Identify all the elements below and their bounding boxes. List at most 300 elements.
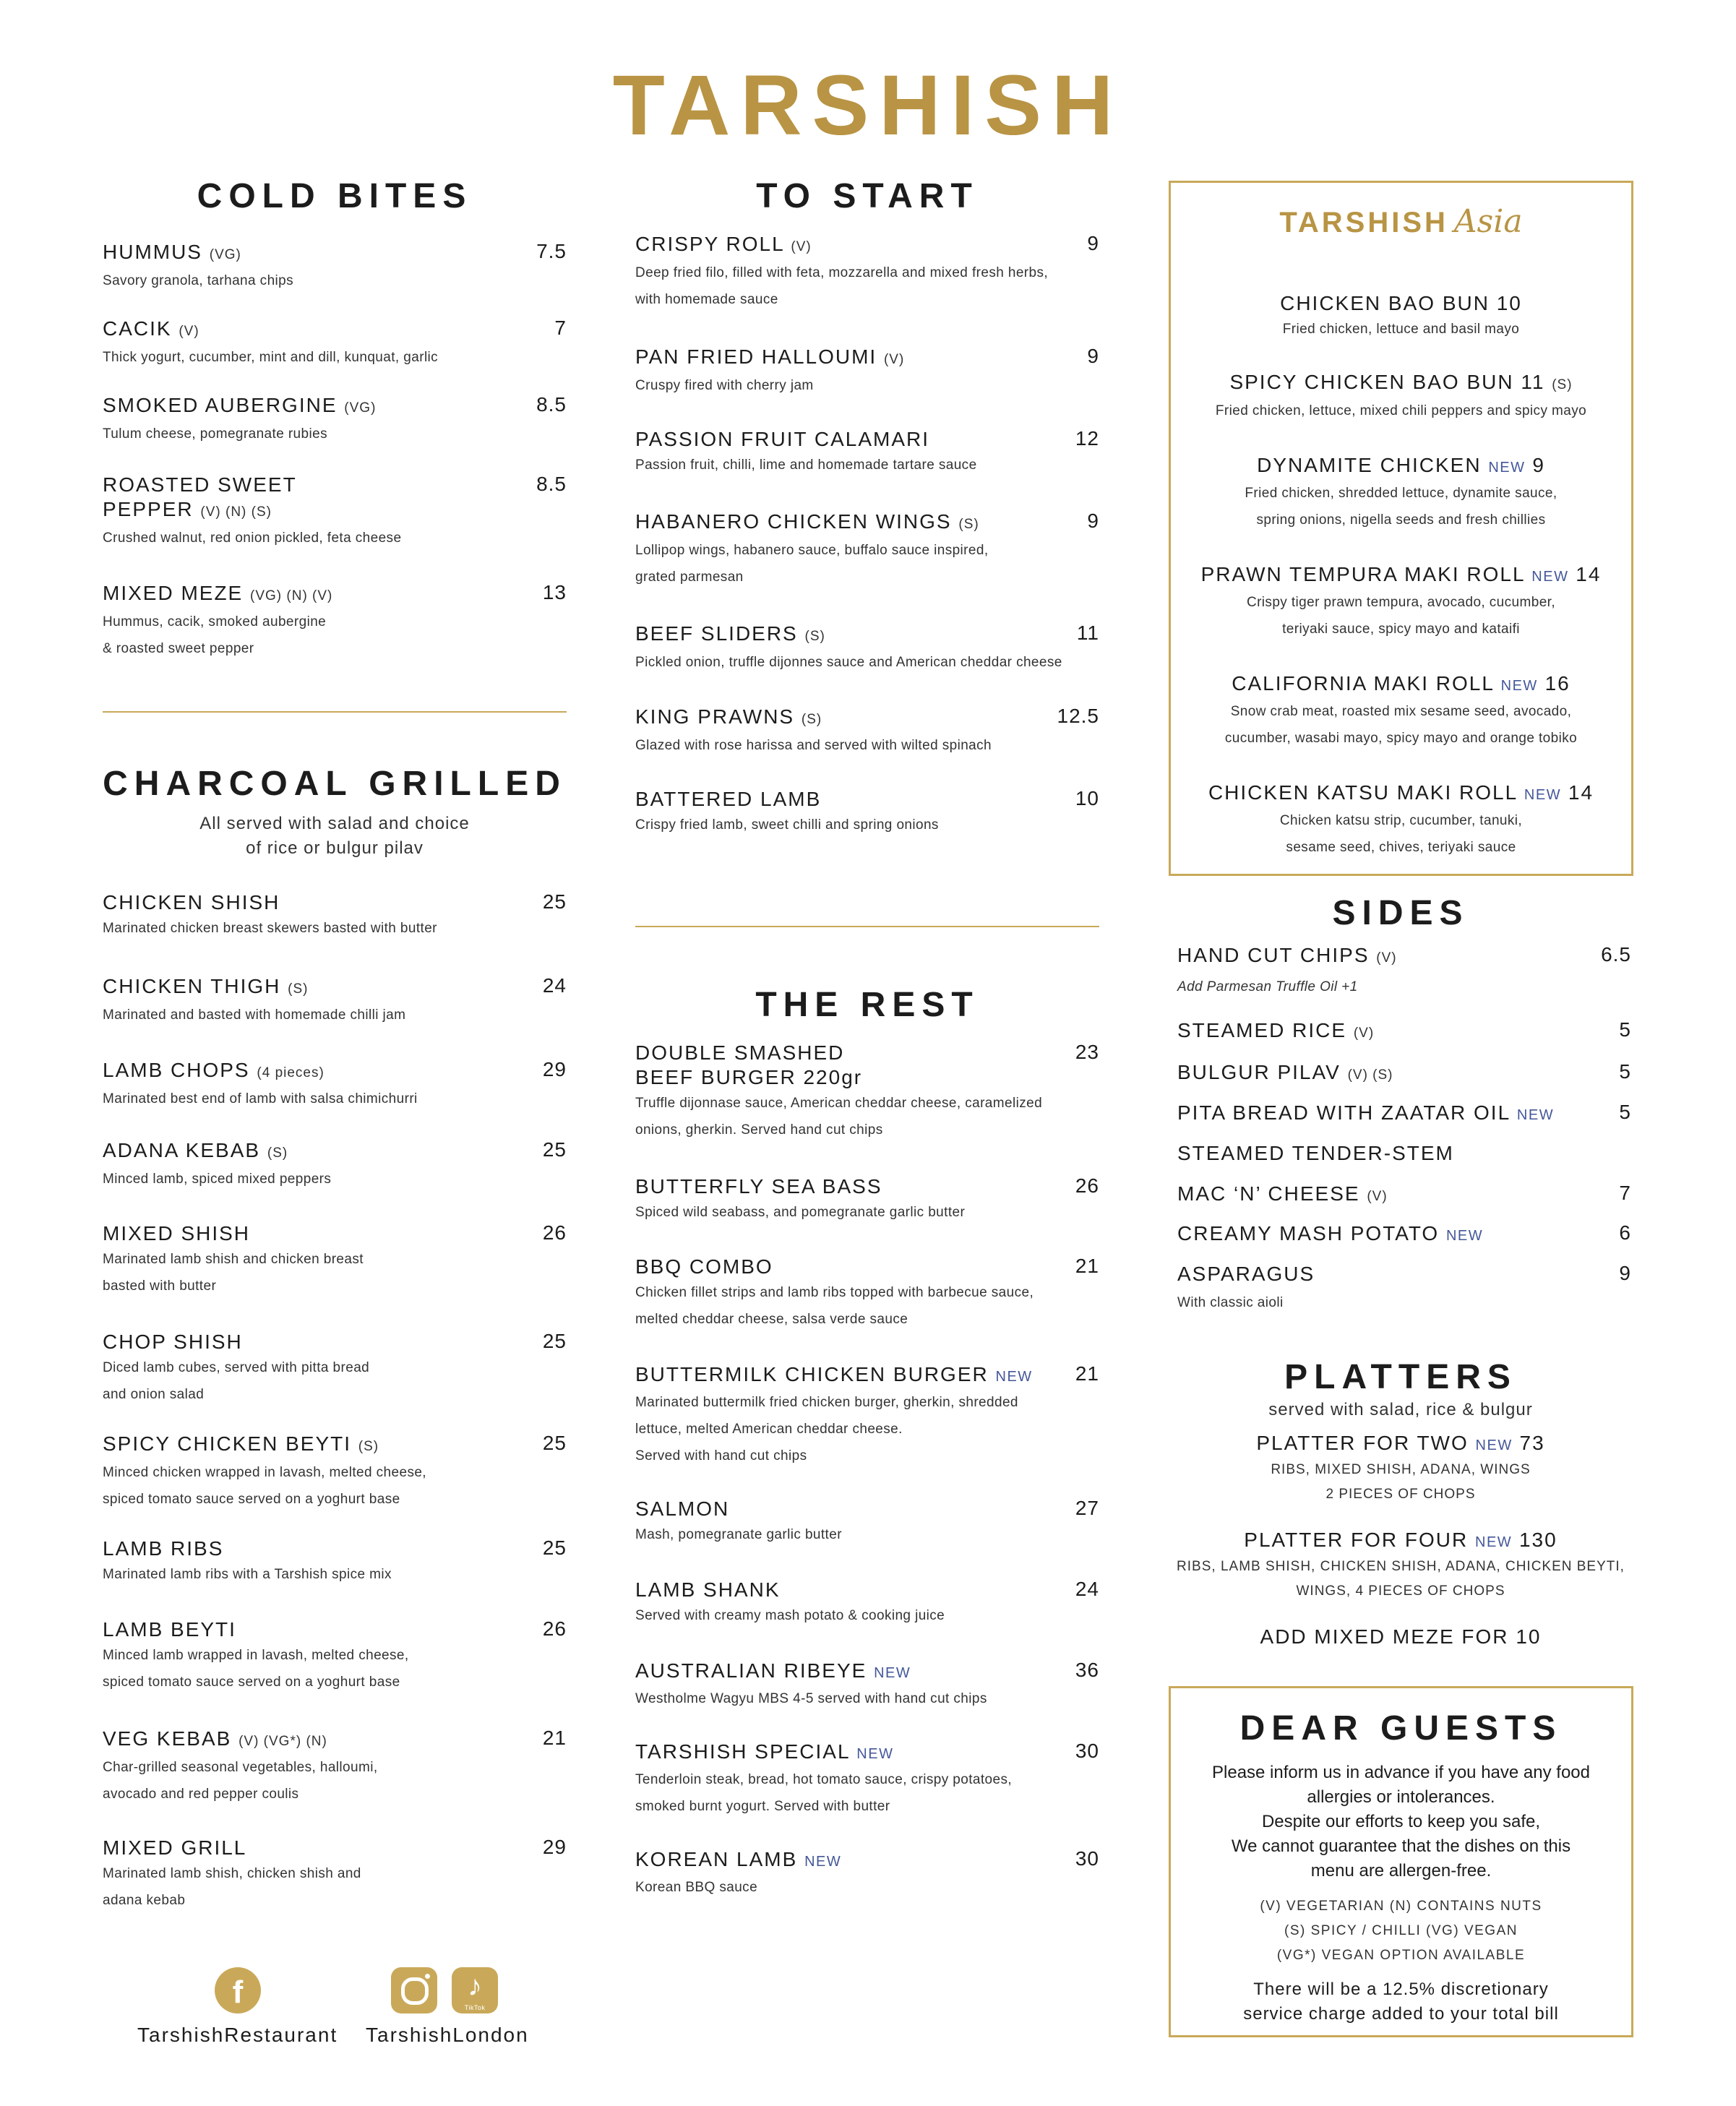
item-name: [103, 240, 567, 267]
tiktok-glyph: ♪: [468, 1970, 482, 2002]
item-name: [103, 393, 567, 421]
item-description: Pickled onion, truffle dijonnes sauce and American cheddar cheese: [635, 655, 1062, 670]
dear-guests-box: [1169, 1686, 1633, 2037]
item-description: Fried chicken, lettuce, mixed chili peppers and spicy mayo: [1215, 403, 1587, 418]
menu-item: [635, 1659, 1099, 1712]
menu-item: [103, 393, 567, 447]
menu-item: [103, 974, 567, 1028]
item-name-text: VEG KEBAB: [103, 1727, 232, 1750]
menu-item: [635, 1041, 1099, 1143]
menu-item: [635, 622, 1099, 676]
item-description: sesame seed, chives, teriyaki sauce: [1286, 840, 1516, 855]
item-price: 16: [1544, 672, 1570, 695]
item-name: [635, 1659, 1099, 1685]
menu-item: [1169, 1625, 1633, 1649]
item-name: [103, 1058, 567, 1086]
dietary-legend-line: (VG*) VEGAN OPTION AVAILABLE: [1276, 1948, 1526, 1963]
item-price: 25: [542, 1138, 567, 1161]
dietary-tags: (S): [801, 712, 822, 727]
to-start-title: TO START: [756, 177, 979, 215]
item-name-text: CHOP SHISH: [103, 1331, 243, 1353]
item-name: [1177, 1262, 1631, 1286]
menu-item: [635, 1255, 1099, 1333]
item-description: Minced lamb, spiced mixed peppers: [103, 1172, 332, 1187]
item-description: Chicken fillet strips and lamb ribs topped with barbecue sauce,: [635, 1285, 1034, 1300]
item-description: Crispy fried lamb, sweet chilli and spring onions: [635, 817, 939, 833]
item-name-text: CHICKEN THIGH: [103, 975, 281, 997]
item-description: Glazed with rose harissa and served with wilted spinach: [635, 738, 992, 753]
item-description: Marinated lamb ribs with a Tarshish spice mix: [103, 1567, 392, 1582]
item-description: melted cheddar cheese, salsa verde sauce: [635, 1312, 908, 1327]
item-description: avocado and red pepper coulis: [103, 1787, 299, 1802]
item-description: & roasted sweet pepper: [103, 641, 254, 656]
menu-item: [635, 345, 1099, 399]
item-description: grated parmesan: [635, 570, 744, 585]
allergy-notice-line: We cannot guarantee that the dishes on this: [1231, 1836, 1571, 1856]
item-name: [1171, 781, 1631, 807]
item-description: teriyaki sauce, spicy mayo and kataifi: [1282, 622, 1520, 637]
menu-item: [1177, 1060, 1631, 1088]
item-description: Savory granola, tarhana chips: [103, 273, 294, 288]
menu-item: [103, 1058, 567, 1112]
item-name-text: PAN FRIED HALLOUMI: [635, 345, 877, 368]
item-name: [103, 1138, 567, 1166]
item-name-text: BUTTERFLY SEA BASS: [635, 1175, 882, 1198]
menu-item: [103, 581, 567, 662]
item-description: Tenderloin steak, bread, hot tomato sauce, crispy potatoes,: [635, 1772, 1013, 1787]
item-price: 14: [1576, 563, 1602, 585]
item-description: Crushed walnut, red onion pickled, feta cheese: [103, 530, 402, 546]
new-badge: NEW: [874, 1665, 911, 1681]
item-description: Minced chicken wrapped in lavash, melted cheese,: [103, 1465, 426, 1480]
menu-item: [1171, 453, 1631, 533]
item-name-text: CHICKEN SHISH: [103, 891, 280, 914]
item-description: Snow crab meat, roasted mix sesame seed, avocado,: [1230, 704, 1572, 719]
new-badge: NEW: [1475, 1437, 1513, 1453]
item-name: [1171, 291, 1631, 316]
item-name-text: BATTERED LAMB: [635, 788, 822, 810]
allergy-notice-line: menu are allergen-free.: [1310, 1861, 1492, 1881]
item-name: [1171, 671, 1631, 698]
menu-item: [635, 1740, 1099, 1820]
service-charge-line: service charge added to your total bill: [1243, 2004, 1559, 2024]
item-description: Mash, pomegranate garlic butter: [635, 1527, 842, 1542]
item-price: 24: [542, 974, 567, 997]
dietary-tags: (VG): [209, 247, 241, 262]
item-description: with homemade sauce: [635, 292, 778, 307]
new-badge: NEW: [1500, 678, 1538, 694]
item-name-text: HABANERO CHICKEN WINGS: [635, 510, 952, 533]
item-name: [103, 890, 567, 915]
menu-item: [1171, 562, 1631, 642]
sides-title: SIDES: [1332, 894, 1469, 932]
menu-item: [635, 1578, 1099, 1629]
item-name-text: KING PRAWNS: [635, 705, 795, 728]
item-name: [635, 1740, 1099, 1766]
dietary-tags: (4 pieces): [257, 1065, 325, 1080]
item-name: [103, 1432, 567, 1459]
item-name-text: SPICY CHICKEN BAO BUN: [1229, 371, 1514, 393]
new-badge: NEW: [1516, 1107, 1555, 1123]
item-description: Add Parmesan Truffle Oil +1: [1177, 979, 1358, 994]
item-name-text: STEAMED RICE: [1177, 1019, 1347, 1041]
item-price: 21: [1075, 1362, 1099, 1385]
item-price: 27: [1075, 1497, 1099, 1519]
item-price: 14: [1568, 781, 1594, 804]
new-badge: NEW: [995, 1369, 1033, 1385]
item-name-text: ADANA KEBAB: [103, 1139, 261, 1161]
item-price: 8.5: [536, 473, 567, 495]
item-price: 9: [1087, 345, 1099, 367]
divider: [635, 926, 1099, 927]
menu-item: [635, 1847, 1099, 1901]
menu-item: [1177, 1141, 1631, 1166]
item-name: [635, 232, 1099, 259]
item-name: [635, 1255, 1099, 1279]
menu-item: [103, 1536, 567, 1588]
item-name: [1171, 453, 1631, 480]
menu-item: [103, 1138, 567, 1192]
item-name: [1177, 1182, 1631, 1209]
item-name: [103, 1330, 567, 1354]
item-name: [103, 317, 567, 344]
dietary-tags: (S): [804, 629, 825, 644]
menu-item: [103, 317, 567, 371]
facebook-glyph: f: [215, 1967, 261, 2013]
item-name-text: PITA BREAD WITH ZAATAR OIL: [1177, 1101, 1511, 1124]
allergy-notice-line: Despite our efforts to keep you safe,: [1261, 1812, 1541, 1831]
item-name-text: TARSHISH SPECIAL: [635, 1740, 850, 1763]
item-name: [1177, 1101, 1631, 1127]
menu-item: [635, 510, 1099, 590]
item-name: [103, 1536, 567, 1561]
item-name-text: STEAMED TENDER-STEM: [1177, 1142, 1454, 1164]
item-name: [635, 1174, 1099, 1199]
item-name-text: MAC ‘N’ CHEESE: [1177, 1182, 1360, 1205]
item-description: Hummus, cacik, smoked aubergine: [103, 614, 327, 629]
new-badge: NEW: [804, 1854, 842, 1870]
menu-item: [1171, 781, 1631, 861]
item-price: 10: [1496, 292, 1522, 314]
dietary-legend-line: (V) VEGETARIAN (N) CONTAINS NUTS: [1260, 1899, 1542, 1914]
platters-subtitle: served with salad, rice & bulgur: [1268, 1400, 1533, 1419]
dietary-tags: (S): [1552, 377, 1573, 392]
dietary-tags: (V): [1353, 1026, 1375, 1041]
item-description: Fried chicken, shredded lettuce, dynamite sauce,: [1245, 486, 1557, 501]
item-description: Tulum cheese, pomegranate rubies: [103, 426, 327, 442]
item-description: Served with hand cut chips: [635, 1448, 807, 1464]
item-name: [103, 473, 377, 525]
item-name-text: DOUBLE SMASHED BEEF BURGER 220gr: [635, 1041, 863, 1088]
item-description: WINGS, 4 PIECES OF CHOPS: [1296, 1583, 1505, 1599]
item-name: [635, 510, 1099, 537]
item-price: 11: [1076, 622, 1099, 644]
item-description: Diced lamb cubes, served with pitta bread: [103, 1360, 370, 1375]
item-name: [1177, 1060, 1631, 1088]
menu-item: [1169, 1431, 1633, 1507]
item-price: 73: [1519, 1432, 1545, 1454]
item-description: Served with creamy mash potato & cooking juice: [635, 1608, 945, 1623]
item-name-text: PASSION FRUIT CALAMARI: [635, 428, 930, 450]
item-name-text: CHICKEN BAO BUN: [1280, 292, 1490, 314]
item-name: [635, 1847, 1099, 1874]
charcoal-grilled-title: CHARCOAL GRILLED: [103, 765, 567, 803]
item-description: and onion salad: [103, 1387, 205, 1402]
item-price: 29: [542, 1836, 567, 1858]
item-name: [1177, 1018, 1631, 1046]
item-name: [103, 1221, 567, 1246]
item-name-text: CACIK: [103, 317, 172, 340]
item-name-text: CALIFORNIA MAKI ROLL: [1232, 672, 1494, 695]
item-description: adana kebab: [103, 1893, 186, 1908]
menu-item: [635, 427, 1099, 478]
item-price: 11: [1521, 371, 1545, 393]
item-name-text: PRAWN TEMPURA MAKI ROLL: [1200, 563, 1525, 585]
asia-script: Asia: [1453, 203, 1523, 240]
new-badge: NEW: [1531, 569, 1569, 585]
item-name-text: ROASTED SWEET PEPPER: [103, 473, 297, 520]
item-name-text: MIXED GRILL: [103, 1836, 247, 1859]
item-description: Spiced wild seabass, and pomegranate garlic butter: [635, 1205, 966, 1220]
item-description: Marinated best end of lamb with salsa chimichurri: [103, 1091, 418, 1106]
new-badge: NEW: [1445, 1228, 1484, 1244]
item-name: [1169, 1431, 1633, 1458]
item-description: smoked burnt yogurt. Served with butter: [635, 1799, 890, 1814]
item-name: [103, 1836, 567, 1860]
item-name: [103, 1617, 567, 1642]
item-price: 24: [1075, 1578, 1099, 1600]
item-description: cucumber, wasabi mayo, spicy mayo and orange tobiko: [1224, 731, 1578, 746]
item-description: Truffle dijonnase sauce, American cheddar cheese, caramelized: [635, 1096, 1043, 1111]
item-price: 10: [1075, 787, 1099, 809]
item-description: Thick yogurt, cucumber, mint and dill, kunquat, garlic: [103, 350, 439, 365]
item-price: 30: [1075, 1847, 1099, 1870]
item-price: 5: [1619, 1018, 1631, 1041]
item-price: 21: [1075, 1255, 1099, 1277]
item-name: [1177, 943, 1631, 971]
item-description: Cruspy fired with cherry jam: [635, 378, 814, 393]
menu-item: [1177, 1182, 1631, 1209]
item-name-text: LAMB RIBS: [103, 1537, 224, 1560]
dietary-tags: (V) (N) (S): [200, 504, 272, 520]
dietary-tags: (VG): [344, 400, 377, 416]
menu-item: [1171, 370, 1631, 424]
item-description: 2 PIECES OF CHOPS: [1325, 1487, 1476, 1502]
menu-item: [1169, 1528, 1633, 1604]
brand-logo: TARSHISH: [612, 58, 1124, 153]
item-name-text: DYNAMITE CHICKEN: [1257, 454, 1482, 476]
item-name-text: HAND CUT CHIPS: [1177, 944, 1370, 966]
item-name-text: MIXED SHISH: [103, 1222, 251, 1245]
new-badge: NEW: [856, 1746, 894, 1762]
divider: [103, 711, 567, 713]
item-name: [635, 1497, 1099, 1521]
item-description: spiced tomato sauce served on a yoghurt base: [103, 1675, 400, 1690]
item-price: 10: [1516, 1625, 1542, 1648]
item-name: [1169, 1625, 1633, 1649]
item-price: 7: [554, 317, 567, 339]
new-badge: NEW: [1524, 787, 1562, 803]
item-description: spiced tomato sauce served on a yoghurt base: [103, 1492, 400, 1507]
item-description: Marinated chicken breast skewers basted with butter: [103, 921, 437, 936]
item-name-text: PLATTER FOR TWO: [1256, 1432, 1469, 1454]
item-name: [635, 345, 1099, 372]
item-price: 9: [1619, 1262, 1631, 1284]
dietary-tags: (V): [791, 239, 812, 254]
item-description: Minced lamb wrapped in lavash, melted cheese,: [103, 1648, 409, 1663]
menu-item: [635, 1497, 1099, 1548]
allergy-notice-line: allergies or intolerances.: [1307, 1787, 1495, 1807]
item-description: Char-grilled seasonal vegetables, halloumi,: [103, 1760, 378, 1775]
dietary-tags: (V): [1376, 950, 1397, 966]
menu-item: [635, 1174, 1099, 1226]
item-price: 26: [542, 1617, 567, 1640]
menu-item: [635, 1362, 1099, 1469]
item-name: [103, 974, 567, 1002]
dietary-tags: (VG) (N) (V): [250, 588, 333, 603]
item-name: [635, 1041, 946, 1090]
item-price: 23: [1075, 1041, 1099, 1063]
item-price: 8.5: [536, 393, 567, 416]
the-rest-title: THE REST: [755, 986, 979, 1024]
instagram-tiktok-handle[interactable]: TarshishLondon: [366, 2024, 529, 2046]
item-description: Marinated buttermilk fried chicken burger, gherkin, shredded: [635, 1395, 1018, 1410]
menu-item: [1177, 1221, 1631, 1248]
item-name: [635, 1578, 1099, 1602]
item-description: Westholme Wagyu MBS 4-5 served with hand cut chips: [635, 1691, 987, 1706]
item-description: Passion fruit, chilli, lime and homemade tartare sauce: [635, 457, 977, 473]
item-price: 6: [1619, 1221, 1631, 1244]
allergy-notice-line: Please inform us in advance if you have any food: [1212, 1763, 1590, 1782]
menu-item: [1177, 1018, 1631, 1046]
item-name: [1169, 1528, 1633, 1555]
item-name: [103, 581, 567, 609]
dietary-tags: (V) (VG*) (N): [239, 1734, 327, 1749]
menu-item: [103, 1221, 567, 1299]
item-price: 9: [1087, 232, 1099, 254]
menu-item: [103, 1836, 567, 1914]
item-name: [635, 787, 1099, 812]
item-name-text: BUTTERMILK CHICKEN BURGER: [635, 1363, 989, 1385]
item-name-text: PLATTER FOR FOUR: [1244, 1529, 1469, 1551]
dietary-tags: (V): [1367, 1189, 1388, 1204]
item-price: 130: [1518, 1529, 1557, 1551]
item-price: 26: [542, 1221, 567, 1244]
item-price: 25: [542, 890, 567, 913]
tarshish-asia-logo: [1171, 203, 1631, 240]
menu-item: [103, 1432, 567, 1513]
item-price: 7.5: [536, 240, 567, 262]
item-name: [1177, 1221, 1631, 1248]
item-name: [1171, 370, 1631, 397]
item-price: 9: [1532, 454, 1545, 476]
item-description: RIBS, MIXED SHISH, ADANA, WINGS: [1271, 1462, 1531, 1477]
item-description: RIBS, LAMB SHISH, CHICKEN SHISH, ADANA, CHICKEN BEYTI,: [1177, 1559, 1625, 1574]
item-description: spring onions, nigella seeds and fresh chillies: [1256, 512, 1546, 528]
item-name-text: SMOKED AUBERGINE: [103, 394, 338, 416]
item-name-text: MIXED MEZE: [103, 582, 244, 604]
item-name-text: LAMB BEYTI: [103, 1618, 236, 1641]
item-description: Marinated lamb shish and chicken breast: [103, 1252, 364, 1267]
item-name: [1177, 1141, 1631, 1166]
item-name-text: LAMB SHANK: [635, 1578, 781, 1601]
item-description: basted with butter: [103, 1278, 217, 1294]
item-price: 26: [1075, 1174, 1099, 1197]
dietary-tags: (S): [267, 1146, 288, 1161]
item-description: lettuce, melted American cheddar cheese.: [635, 1422, 903, 1437]
tarshish-asia-box: [1169, 181, 1633, 876]
item-description: Deep fried filo, filled with feta, mozzarella and mixed fresh herbs,: [635, 265, 1049, 280]
asia-title: TARSHISH: [1279, 207, 1448, 238]
item-description: Lollipop wings, habanero sauce, buffalo sauce inspired,: [635, 543, 989, 558]
dietary-tags: (S): [958, 517, 979, 532]
menu-item: [103, 473, 567, 551]
item-price: 21: [542, 1727, 567, 1749]
item-description: Crispy tiger prawn tempura, avocado, cucumber,: [1246, 595, 1556, 610]
cold-bites-title: COLD BITES: [197, 177, 473, 215]
item-name-text: SPICY CHICKEN BEYTI: [103, 1432, 352, 1455]
menu-item: [1177, 1101, 1631, 1127]
dietary-tags: (V): [179, 324, 199, 339]
item-name: [635, 427, 1099, 452]
item-name-text: BULGUR PILAV: [1177, 1061, 1341, 1083]
item-name-text: ADD MIXED MEZE FOR: [1260, 1625, 1509, 1648]
new-badge: NEW: [1475, 1534, 1513, 1550]
item-description: onions, gherkin. Served hand cut chips: [635, 1122, 883, 1138]
item-description: Chicken katsu strip, cucumber, tanuki,: [1279, 813, 1523, 828]
menu-item: [635, 232, 1099, 313]
item-name: [635, 1362, 1099, 1389]
item-name: [635, 622, 1099, 649]
item-name-text: LAMB CHOPS: [103, 1059, 250, 1081]
platters-title: PLATTERS: [1284, 1358, 1517, 1396]
menu-item: [103, 1330, 567, 1408]
item-price: 12.5: [1057, 705, 1099, 727]
item-name-text: CRISPY ROLL: [635, 233, 784, 255]
tiktok-label: TikTok: [464, 2004, 486, 2011]
service-charge-line: There will be a 12.5% discretionary: [1253, 1980, 1549, 1999]
item-name-text: AUSTRALIAN RIBEYE: [635, 1659, 867, 1682]
item-description: Marinated lamb shish, chicken shish and: [103, 1866, 361, 1881]
menu-item: [635, 705, 1099, 759]
item-description: Korean BBQ sauce: [635, 1880, 758, 1895]
menu-item: [103, 890, 567, 942]
item-name-text: CHICKEN KATSU MAKI ROLL: [1208, 781, 1518, 804]
item-price: 12: [1075, 427, 1099, 450]
menu-item: [103, 1727, 567, 1808]
dietary-tags: (S): [358, 1439, 379, 1454]
item-name: [103, 1727, 567, 1754]
charcoal-subtitle-1: All served with salad and choice: [199, 814, 470, 833]
item-name: [1171, 562, 1631, 589]
item-name-text: KOREAN LAMB: [635, 1848, 798, 1870]
menu-item: [103, 1617, 567, 1695]
dietary-tags: (V): [883, 352, 905, 367]
item-description: Fried chicken, lettuce and basil mayo: [1282, 322, 1520, 337]
menu-item: [1171, 671, 1631, 752]
charcoal-subtitle-2: of rice or bulgur pilav: [246, 838, 424, 858]
menu-item: [1177, 1262, 1631, 1320]
item-name-text: SALMON: [635, 1497, 730, 1520]
dietary-tags: (V) (S): [1347, 1067, 1393, 1083]
item-price: 7: [1619, 1182, 1631, 1204]
menu-item: [1177, 943, 1631, 1004]
item-price: 25: [542, 1330, 567, 1352]
facebook-handle[interactable]: TarshishRestaurant: [137, 2024, 338, 2046]
dietary-tags: (S): [288, 981, 309, 997]
item-price: 13: [542, 581, 567, 603]
item-price: 25: [542, 1536, 567, 1559]
